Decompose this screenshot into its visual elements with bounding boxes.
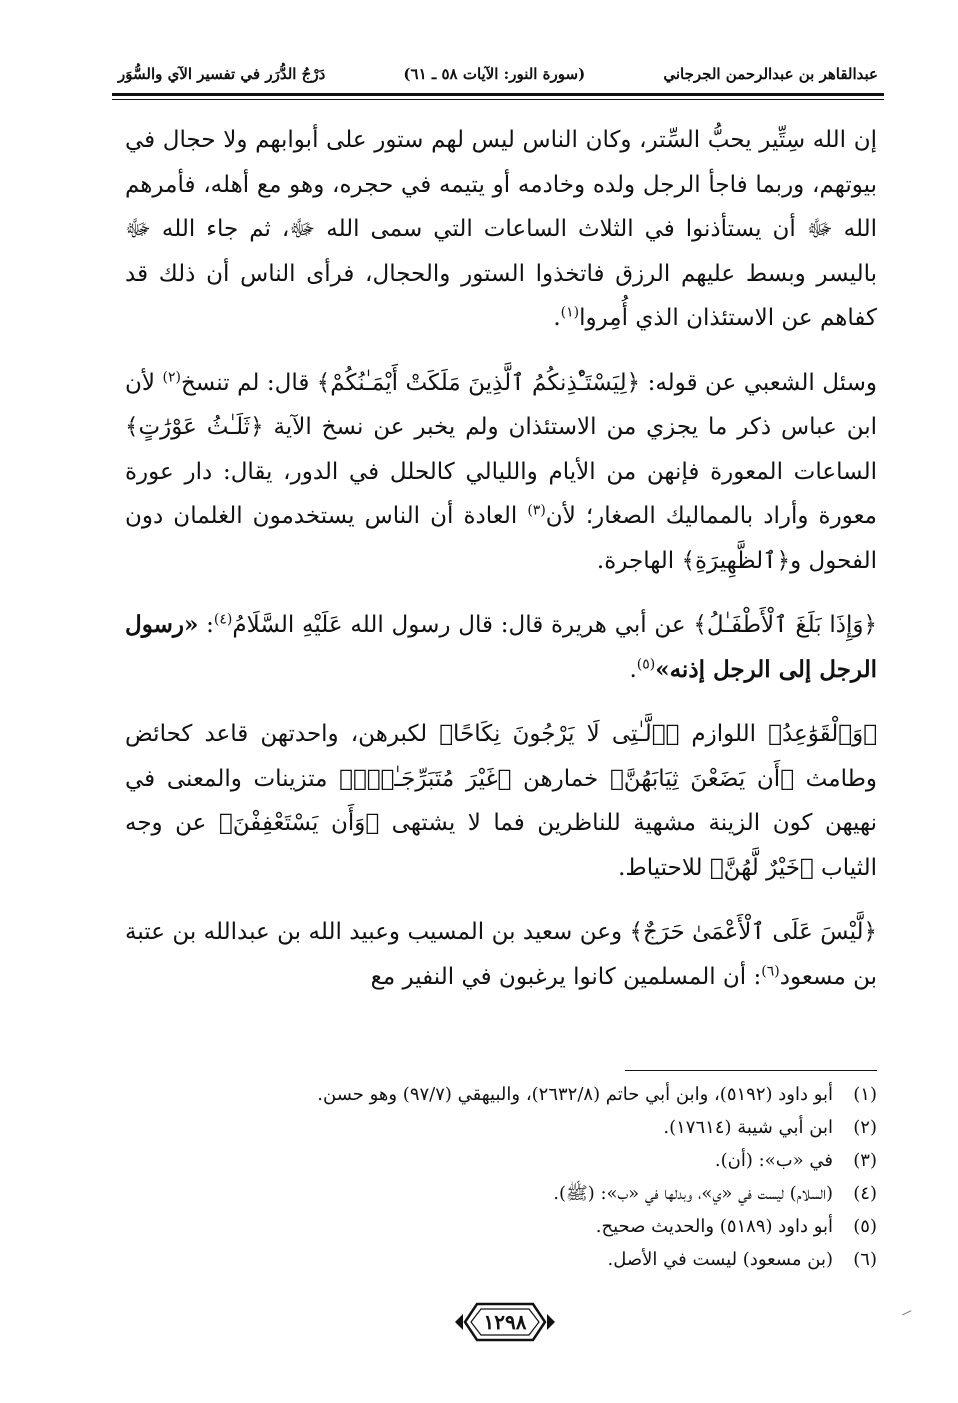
footnote-ref-6[interactable]: (٦): [761, 962, 780, 979]
header-book-title: دَرْجُ الدُّرَر في تفسير الآي والسُّوَر: [118, 65, 326, 83]
footnote-5: [150, 1210, 877, 1243]
running-header: [118, 58, 878, 90]
page-number-ornament: [455, 1300, 555, 1344]
footnote-number: (٦): [853, 1249, 877, 1270]
page-number: ١٢٩٨: [483, 1310, 527, 1334]
paragraph-5: [125, 910, 877, 999]
footnote-ref-4[interactable]: (٤): [213, 611, 233, 628]
paragraph-3-text-b: :: [198, 612, 214, 638]
paragraph-2: [125, 361, 877, 584]
footnote-number: (٣): [853, 1150, 877, 1171]
footnote-text: في «ب»: (أن).: [714, 1150, 833, 1171]
paragraph-2-text-b: لأن ابن عباس ذكر ما يجزي من الاستئذان ولم يخبر عن نسخ الآية ﴿ثَلَـٰثُ عَوْرَٰتٍ﴾ الساعات المعورة فإنهن من الأيام والليالي كالحلل في الدور، يقال: دار عورة معورة وأراد بالمماليك الصغار؛ لأن: [125, 369, 877, 529]
footnote-ref-1[interactable]: (١): [560, 304, 580, 321]
paragraph-3-text-a: ﴿وَإِذَا بَلَغَ ٱلْأَطْفَـٰلُ﴾ عن أبي هريرة قال: قال رسول الله عَلَيْهِ السَّلَامُ: [232, 612, 878, 638]
footnote-text: (السلام) ليست في «ي»، وبدلها في «ب»: (ﷺ).: [553, 1183, 833, 1204]
margin-mark: [902, 1310, 914, 1321]
hadith-quote: «رسول الرجل إلى الرجل إذنه»: [125, 611, 877, 683]
footnote-2: [150, 1111, 877, 1144]
footnotes: [150, 1078, 877, 1276]
header-rule-thin: [112, 99, 884, 100]
footnote-ref-3[interactable]: (٣): [527, 502, 546, 519]
footnote-4: [150, 1177, 877, 1210]
paragraph-4-text: ﴿وَٱلْقَوَٰعِدُ﴾ اللوازم ﴿ٱلَّـٰتِى لَا يَرْجُونَ نِكَاحًا﴾ لكبرهن، واحدتهن قاعد كحائض وطامث ﴿أَن يَضَعْنَ ثِيَابَهُنَّ﴾ خمارهن ﴿غَيْرَ مُتَبَرِّجَـٰتٍۭ﴾ متزينات والمعنى في نهيهن كون الزينة مشهية للناظرين فما لا يشتهى ﴿وَأَن يَسْتَعْفِفْنَ﴾ عن وجه الثياب ﴿خَيْرٌ لَّهُنَّ﴾ للاحتياط.: [125, 721, 877, 881]
footnote-3: [150, 1144, 877, 1177]
footnote-1: [150, 1078, 877, 1111]
paragraph-4: [125, 712, 877, 890]
paragraph-2-text-c: العادة أن الناس يستخدمون الغلمان دون الفحول و﴿ٱلظَّهِيرَةِ﴾ الهاجرة.: [125, 503, 877, 574]
header-surah-range: (سورة النور: الآيات ٥٨ ـ ٦١): [403, 65, 586, 83]
footnote-number: (١): [853, 1084, 877, 1105]
paragraph-3: [125, 603, 877, 692]
footnote-text: أبو داود (٥١٨٩) والحديث صحيح.: [595, 1216, 833, 1237]
footnote-ref-2[interactable]: (٢): [162, 368, 181, 385]
paragraph-5-text-b: : أن المسلمين كانوا يرغبون في النفير مع: [370, 963, 762, 990]
paragraph-2-text-a: وسئل الشعبي عن قوله: ﴿لِيَسْتَـْٔذِنكُمُ ٱلَّذِينَ مَلَكَتْ أَيْمَـٰنُكُمْ﴾ قال: لم تنسخ: [180, 369, 877, 396]
footnote-text: أبو داود (٥١٩٢)، وابن أبي حاتم (٢٦٣٢/٨)، والبيهقي (٩٧/٧) وهو حسن.: [317, 1084, 833, 1105]
footnote-number: (٥): [853, 1216, 877, 1237]
paragraph-1: [125, 118, 877, 341]
paragraph-1-text: إن الله سِتِّير يحبُّ السِّتر، وكان الناس ليس لهم ستور على أبوابهم ولا حجال في بيوتهم، وربما فاجأ الرجل ولده وخادمه أو يتيمه في حجره، وهو مع أهله، فأمرهم الله ﷻ أن يستأذنوا في الثلاث الساعات التي سمى الله ﷻ، ثم جاء الله ﷻ باليسر وبسط عليهم الرزق فاتخذوا الستور والحجال، فرأى الناس أن ذلك قد كفاهم عن الاستئذان الذي أُمِروا: [125, 127, 877, 331]
header-author: عبدالقاهر بن عبدالرحمن الجرجاني: [663, 65, 878, 83]
footnote-number: (٤): [853, 1183, 877, 1204]
paragraph-1-end: .: [553, 305, 561, 331]
footnote-6: [150, 1243, 877, 1276]
main-text: [125, 118, 877, 1019]
footnote-ref-5[interactable]: (٥): [636, 655, 656, 672]
footnote-separator: [625, 1070, 877, 1071]
paragraph-3-text-c: .: [629, 656, 637, 683]
footnote-text: ابن أبي شيبة (١٧٦١٤).: [663, 1117, 833, 1138]
header-rule: [112, 93, 884, 96]
footnote-number: (٢): [853, 1117, 877, 1138]
paragraph-5-text-a: ﴿لَّيْسَ عَلَى ٱلْأَعْمَىٰ حَرَجٌ﴾ وعن سعيد بن المسيب وعبيد الله بن عبدالله بن عتبة بن مسعود: [125, 919, 877, 990]
footnote-text: (بن مسعود) ليست في الأصل.: [607, 1249, 833, 1270]
